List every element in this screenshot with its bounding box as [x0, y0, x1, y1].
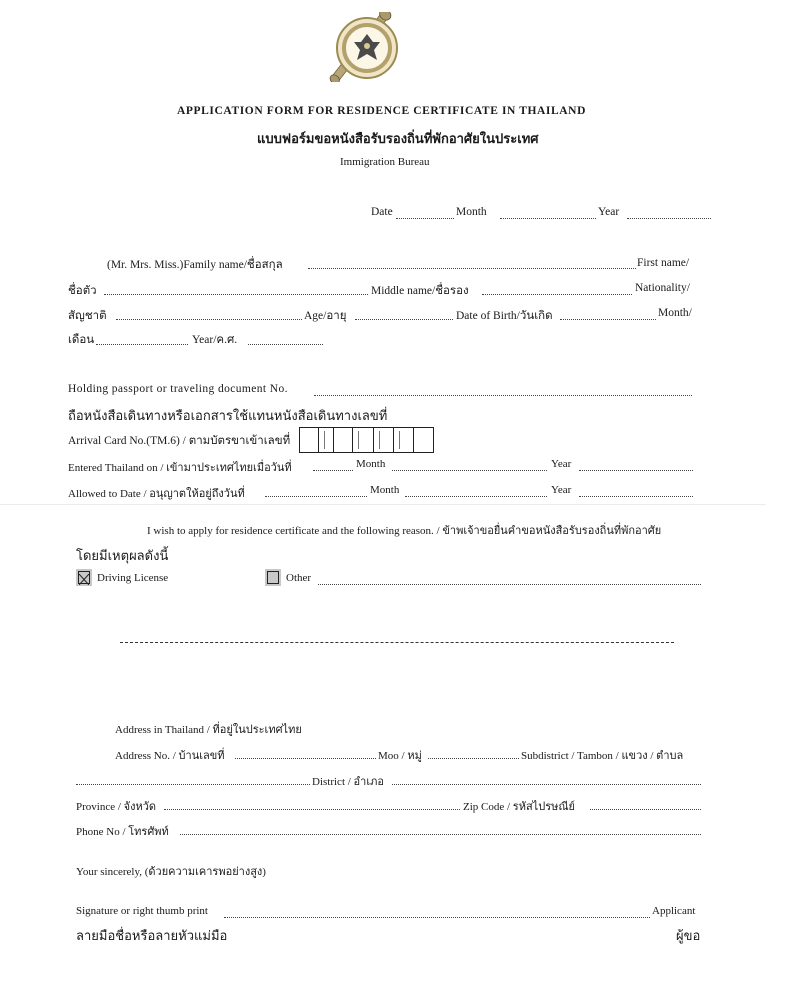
province-label: Province / จังหวัด: [76, 801, 157, 813]
dob-field[interactable]: [560, 319, 656, 320]
dob-month-field[interactable]: [96, 344, 188, 345]
age-field[interactable]: [355, 319, 453, 320]
passport-number-field[interactable]: [314, 395, 692, 396]
moo-field[interactable]: [428, 758, 519, 759]
driving-license-checkbox[interactable]: [76, 569, 92, 586]
other-reason-field[interactable]: [318, 584, 701, 585]
dob-year-field[interactable]: [248, 344, 323, 345]
form-title-thai: แบบฟอร์มขอหนังสือรับรองถิ่นที่พักอาศัยในประเทศ: [257, 131, 539, 146]
applicant-thai-label: ผู้ขอ: [676, 928, 701, 943]
entered-month-label: Month: [356, 458, 386, 470]
other-label: Other: [286, 572, 312, 584]
allowed-month-label: Month: [370, 484, 400, 496]
first-name-thai-label: ชื่อตัว: [68, 285, 97, 297]
date-field[interactable]: [396, 218, 454, 219]
agency-name: Immigration Bureau: [340, 156, 430, 168]
province-field[interactable]: [164, 809, 460, 810]
phone-label: Phone No / โทรศัพท์: [76, 826, 169, 838]
family-name-field[interactable]: [308, 268, 636, 269]
entered-day-field[interactable]: [313, 470, 353, 471]
zip-field[interactable]: [590, 809, 701, 810]
reason-thai-text: โดยมีเหตุผลดังนี้: [76, 548, 169, 563]
phone-field[interactable]: [180, 834, 701, 835]
driving-license-label: Driving License: [97, 572, 169, 584]
allowed-year-field[interactable]: [579, 496, 693, 497]
allowed-day-field[interactable]: [265, 496, 367, 497]
entered-year-label: Year: [551, 458, 572, 470]
passport-label: Holding passport or traveling document No.: [68, 383, 288, 395]
family-name-label: (Mr. Mrs. Miss.)Family name/ชื่อสกุล: [107, 259, 283, 271]
address-no-field[interactable]: [235, 758, 376, 759]
subdistrict-label: Subdistrict / Tambon / แขวง / ตำบล: [521, 750, 684, 762]
other-checkbox[interactable]: [265, 569, 281, 586]
allowed-year-label: Year: [551, 484, 572, 496]
reason-separator-line: [120, 642, 674, 643]
date-month-label: Month: [456, 206, 487, 218]
form-title-english: APPLICATION FORM FOR RESIDENCE CERTIFICATE IN THAILAND: [177, 105, 586, 117]
nationality-thai-label: สัญชาติ: [68, 310, 107, 322]
nationality-label: Nationality/: [635, 282, 690, 294]
sincerely-text: Your sincerely, (ด้วยความเคารพอย่างสูง): [76, 866, 266, 878]
date-year-label: Year: [598, 206, 620, 218]
subdistrict-field[interactable]: [76, 784, 310, 785]
first-name-label: First name/: [637, 257, 690, 269]
month-thai-label: เดือน: [68, 334, 95, 346]
dob-month-label: Month/: [658, 307, 692, 319]
date-label: Date: [371, 206, 393, 218]
first-name-field[interactable]: [104, 294, 368, 295]
nationality-field[interactable]: [116, 319, 302, 320]
arrival-card-number-boxes[interactable]: [299, 427, 434, 453]
checkmark-x-icon: [79, 574, 89, 585]
allowed-label: Allowed to Date / อนุญาตให้อยู่ถึงวันที่: [68, 488, 245, 500]
signature-label: Signature or right thumb print: [76, 905, 208, 917]
district-label: District / อำเภอ: [312, 776, 384, 788]
dob-year-label: Year/ค.ศ.: [192, 334, 238, 346]
zip-label: Zip Code / รหัสไปรษณีย์: [463, 801, 575, 813]
middle-name-field[interactable]: [482, 294, 632, 295]
date-month-field[interactable]: [500, 218, 596, 219]
age-label: Age/อายุ: [304, 310, 347, 322]
date-year-field[interactable]: [627, 218, 711, 219]
address-no-label: Address No. / บ้านเลขที่: [115, 750, 225, 762]
entered-month-field[interactable]: [392, 470, 547, 471]
immigration-emblem: [310, 12, 410, 82]
entered-label: Entered Thailand on / เข้ามาประเทศไทยเมื่อวันที่: [68, 462, 292, 474]
entered-year-field[interactable]: [579, 470, 693, 471]
middle-name-label: Middle name/ชื่อรอง: [371, 285, 469, 297]
signature-thai-label: ลายมือชื่อหรือลายหัวแม่มือ: [76, 928, 228, 943]
applicant-label: Applicant: [652, 905, 696, 917]
reason-text: I wish to apply for residence certificate and the following reason. / ข้าพเจ้าขอยื่นคำขอหนังสือรับรองถิ่นที่พักอาศัย: [147, 525, 662, 537]
section-divider: [0, 504, 766, 505]
arrival-card-label: Arrival Card No.(TM.6) / ตามบัตรขาเข้าเลขที่: [68, 435, 291, 447]
address-heading: Address in Thailand / ที่อยู่ในประเทศไทย: [115, 724, 302, 736]
allowed-month-field[interactable]: [405, 496, 547, 497]
signature-field[interactable]: [224, 917, 650, 918]
moo-label: Moo / หมู่: [378, 750, 422, 762]
dob-label: Date of Birth/วันเกิด: [456, 310, 553, 322]
district-field[interactable]: [392, 784, 701, 785]
passport-thai-label: ถือหนังสือเดินทางหรือเอกสารใช้แทนหนังสือเดินทางเลขที่: [68, 408, 388, 423]
